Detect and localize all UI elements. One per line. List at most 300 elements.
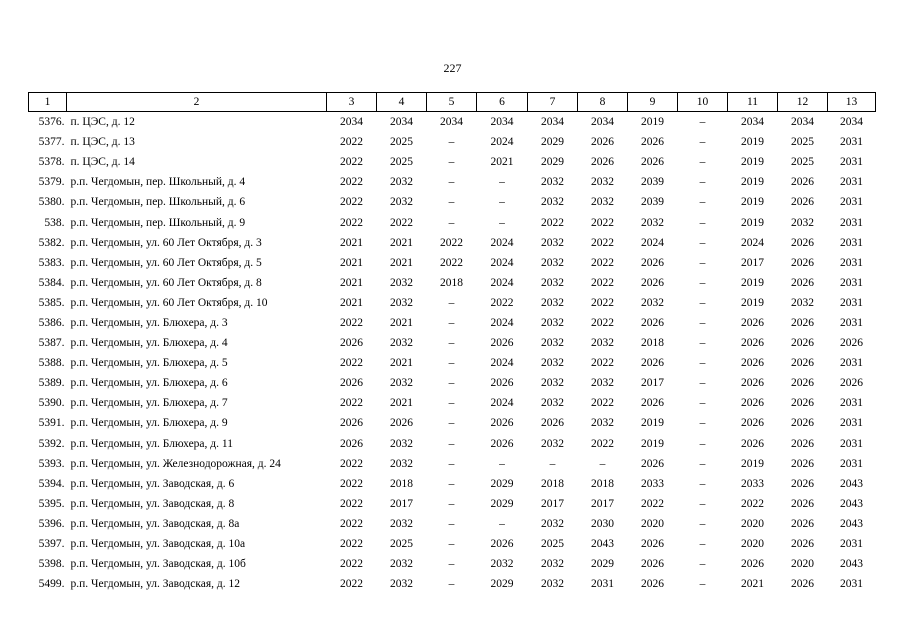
address-cell: р.п. Чегдомын, ул. 60 Лет Октября, д. 3 [70,236,262,249]
row-number: 5379. [38,176,65,189]
year-cell: – [499,196,505,209]
year-cell: 2026 [791,337,814,350]
header-cell: 5 [427,93,477,112]
year-cell: 2032 [541,256,564,269]
year-cell: 2025 [390,156,413,169]
year-cell: 2032 [390,176,413,189]
table-body [29,112,876,595]
year-cell: 2034 [840,116,863,129]
header-cell: 1 [29,93,67,112]
year-cell: 2026 [591,156,614,169]
year-cell: 2043 [840,477,863,490]
year-cell: – [699,558,706,571]
row-number: 5377. [38,136,65,149]
year-cell: – [699,457,706,470]
year-cell: – [448,316,455,329]
year-cell: – [699,397,706,410]
year-cell: 2026 [641,276,664,289]
year-cell: – [499,216,505,229]
year-cell: 2026 [741,417,764,430]
year-cell: 2026 [791,397,814,410]
address-cell: р.п. Чегдомын, ул. Блюхера, д. 11 [70,437,233,450]
year-cell: 2018 [440,276,463,289]
page-number: 227 [443,61,462,75]
address-cell: р.п. Чегдомын, ул. Заводская, д. 10б [70,558,246,571]
year-cell: 2032 [541,558,564,571]
row-number: 5397. [38,538,65,551]
table-row [29,112,876,133]
address-cell: р.п. Чегдомын, пер. Школьный, д. 6 [70,196,246,209]
year-cell: 2026 [641,256,664,269]
year-cell: – [448,377,455,390]
year-cell: 2026 [741,337,764,350]
year-cell: 2026 [791,377,814,390]
year-cell: 2022 [591,397,614,410]
address-cell: р.п. Чегдомын, ул. 60 Лет Октября, д. 8 [70,276,262,289]
table-row [29,313,876,333]
table-row [29,434,876,454]
year-cell: 2022 [641,497,664,510]
year-cell: 2026 [490,377,514,390]
year-cell: 2031 [591,578,614,591]
year-cell: 2032 [541,196,564,209]
year-cell: – [448,477,455,490]
year-cell: 2026 [791,497,814,510]
year-cell: 2032 [541,176,564,189]
year-cell: 2032 [541,437,564,450]
year-cell: 2031 [840,276,863,289]
header-cell: 2 [67,93,327,112]
year-cell: – [448,558,455,571]
address-cell: р.п. Чегдомын, ул. Блюхера, д. 5 [70,357,228,370]
year-cell: 2026 [741,397,764,410]
year-cell: – [448,538,455,551]
table-row [29,413,876,433]
address-cell: п. ЦЭС, д. 13 [70,136,135,149]
address-cell: р.п. Чегдомын, ул. Блюхера, д. 7 [70,397,228,410]
year-cell: – [699,196,706,209]
year-cell: – [448,296,455,309]
row-number: 5393. [38,457,65,470]
year-cell: – [699,357,706,370]
year-cell: 2026 [791,176,814,189]
year-cell: – [699,216,706,229]
year-cell: 2032 [390,377,413,390]
table-row [29,514,876,534]
year-cell: 2017 [591,497,614,510]
header-cell: 10 [678,93,728,112]
address-cell: р.п. Чегдомын, ул. Блюхера, д. 4 [70,337,228,350]
year-cell: 2032 [390,437,413,450]
year-cell: 2032 [641,296,664,309]
year-cell: 2031 [840,316,863,329]
year-cell: 2025 [390,538,413,551]
address-cell: р.п. Чегдомын, ул. Заводская, д. 10а [70,538,246,551]
table-row [29,494,876,514]
year-cell: 2034 [591,116,614,129]
address-cell: р.п. Чегдомын, ул. Заводская, д. 6 [70,477,235,490]
year-cell: – [699,578,706,591]
year-cell: 2032 [541,517,564,530]
address-cell: р.п. Чегдомын, ул. Железнодорожная, д. 24 [70,457,281,470]
year-cell: 2026 [840,337,863,350]
table-header [29,93,876,112]
year-cell: 2031 [840,457,863,470]
year-cell: 2031 [840,176,863,189]
row-number: 538. [44,216,65,229]
row-number: 5383. [38,256,65,269]
row-number: 5384. [38,276,65,289]
year-cell: 2026 [791,256,814,269]
year-cell: 2032 [791,216,814,229]
year-cell: 2026 [641,538,664,551]
year-cell: – [448,196,455,209]
year-cell: 2019 [741,276,764,289]
year-cell: 2039 [641,176,664,189]
year-cell: 2031 [840,578,863,591]
year-cell: 2032 [591,176,614,189]
year-cell: 2019 [741,216,764,229]
year-cell: 2022 [741,497,764,510]
year-cell: 2026 [390,417,413,430]
table-row [29,333,876,353]
year-cell: 2026 [791,357,814,370]
year-cell: 2022 [440,236,463,249]
year-cell: 2032 [541,316,564,329]
year-cell: 2026 [741,377,764,390]
header-row [29,93,876,112]
year-cell: 2024 [490,316,514,329]
row-number: 5391. [38,417,65,430]
address-cell: р.п. Чегдомын, ул. Заводская, д. 8а [70,517,240,530]
year-cell: 2019 [741,176,764,189]
year-cell: 2019 [741,196,764,209]
year-cell: 2017 [741,256,764,269]
table-row [29,353,876,373]
year-cell: 2022 [340,176,363,189]
year-cell: – [699,538,706,551]
row-number: 5390. [38,397,65,410]
year-cell: 2031 [840,256,863,269]
year-cell: 2034 [490,116,514,129]
year-cell: 2018 [541,477,564,490]
year-cell: 2026 [641,357,664,370]
year-cell: 2025 [541,538,564,551]
year-cell: 2022 [340,196,363,209]
year-cell: 2032 [641,216,664,229]
header-cell: 11 [728,93,778,112]
year-cell: 2034 [791,116,814,129]
year-cell: 2021 [741,578,764,591]
year-cell: – [448,417,455,430]
year-cell: – [699,176,706,189]
year-cell: 2024 [490,236,514,249]
year-cell: – [499,457,505,470]
year-cell: 2032 [490,558,514,571]
row-number: 5398. [38,558,65,571]
year-cell: 2031 [840,296,863,309]
header-cell: 12 [778,93,828,112]
year-cell: 2032 [390,457,413,470]
year-cell: 2043 [591,538,614,551]
row-number: 5392. [38,437,65,450]
header-cell: 13 [828,93,876,112]
year-cell: 2031 [840,156,863,169]
year-cell: 2032 [591,377,614,390]
year-cell: 2022 [340,538,363,551]
year-cell: 2034 [541,116,564,129]
year-cell: 2032 [791,296,814,309]
year-cell: 2022 [591,216,614,229]
row-number: 5499. [38,578,65,591]
year-cell: 2043 [840,558,863,571]
year-cell: 2026 [340,417,363,430]
year-cell: 2021 [390,256,413,269]
year-cell: – [699,517,706,530]
year-cell: 2022 [340,316,363,329]
year-cell: 2029 [541,136,564,149]
year-cell: 2017 [390,497,413,510]
year-cell: – [448,497,455,510]
address-cell: р.п. Чегдомын, ул. 60 Лет Октября, д. 10 [70,296,268,309]
year-cell: 2029 [591,558,614,571]
year-cell: 2026 [340,337,363,350]
year-cell: 2034 [390,116,413,129]
year-cell: 2032 [591,196,614,209]
year-cell: 2022 [591,236,614,249]
year-cell: 2022 [340,477,363,490]
year-cell: – [699,276,706,289]
year-cell: 2032 [541,578,564,591]
table-row [29,393,876,413]
year-cell: 2031 [840,236,863,249]
year-cell: – [699,497,706,510]
year-cell: 2031 [840,357,863,370]
year-cell: 2019 [641,437,664,450]
year-cell: 2022 [591,276,614,289]
year-cell: 2026 [641,136,664,149]
year-cell: 2026 [340,377,363,390]
year-cell: 2021 [340,296,363,309]
year-cell: 2026 [741,316,764,329]
address-cell: р.п. Чегдомын, ул. Заводская, д. 8 [70,497,235,510]
table-row [29,574,876,594]
year-cell: 2026 [641,558,664,571]
row-number: 5388. [38,357,65,370]
year-cell: 2026 [541,417,564,430]
year-cell: – [448,517,455,530]
year-cell: 2020 [741,517,764,530]
year-cell: 2033 [741,477,764,490]
year-cell: 2019 [641,417,664,430]
year-cell: 2022 [340,156,363,169]
year-cell: 2026 [490,437,514,450]
year-cell: 2026 [741,437,764,450]
row-number: 5386. [38,316,65,329]
year-cell: 2032 [390,296,413,309]
year-cell: 2026 [741,357,764,370]
header-cell: 7 [528,93,578,112]
year-cell: – [599,457,606,470]
year-cell: 2029 [541,156,564,169]
year-cell: 2026 [490,337,514,350]
year-cell: 2039 [641,196,664,209]
table-row [29,474,876,494]
table-row [29,152,876,172]
year-cell: 2021 [390,397,413,410]
year-cell: 2026 [791,316,814,329]
year-cell: 2024 [641,236,664,249]
year-cell: 2022 [390,216,413,229]
year-cell: 2032 [541,236,564,249]
year-cell: 2026 [641,457,664,470]
year-cell: 2032 [390,558,413,571]
table-row [29,534,876,554]
address-cell: р.п. Чегдомын, пер. Школьный, д. 9 [70,216,246,229]
year-cell: 2026 [591,136,614,149]
table-row [29,454,876,474]
year-cell: – [549,457,556,470]
year-cell: 2022 [440,256,463,269]
year-cell: 2034 [440,116,463,129]
row-number: 5387. [38,337,65,350]
data-table [28,92,876,594]
row-number: 5376. [38,116,65,129]
year-cell: – [699,437,706,450]
year-cell: 2021 [390,236,413,249]
year-cell: 2026 [791,236,814,249]
year-cell: 2026 [791,196,814,209]
address-cell: р.п. Чегдомын, ул. Блюхера, д. 9 [70,417,228,430]
year-cell: 2032 [591,417,614,430]
table-row [29,172,876,192]
year-cell: 2026 [791,578,814,591]
year-cell: – [699,417,706,430]
year-cell: 2026 [340,437,363,450]
row-number: 5395. [38,497,65,510]
year-cell: 2022 [340,457,363,470]
table-row [29,273,876,293]
address-cell: п. ЦЭС, д. 14 [70,156,135,169]
year-cell: 2029 [490,578,514,591]
year-cell: 2026 [791,457,814,470]
year-cell: – [699,256,706,269]
year-cell: 2022 [340,216,363,229]
year-cell: 2026 [641,397,664,410]
year-cell: – [448,216,455,229]
year-cell: 2022 [591,357,614,370]
year-cell: 2021 [340,236,363,249]
row-number: 5382. [38,236,65,249]
year-cell: 2021 [390,316,413,329]
year-cell: 2032 [390,276,413,289]
year-cell: 2020 [641,517,664,530]
year-cell: 2022 [340,558,363,571]
year-cell: – [448,578,455,591]
year-cell: 2024 [490,397,514,410]
year-cell: 2017 [641,377,664,390]
header-cell: 6 [477,93,528,112]
table-row [29,233,876,253]
year-cell: 2029 [490,497,514,510]
year-cell: 2032 [390,196,413,209]
year-cell: 2019 [641,116,664,129]
row-number: 5378. [38,156,65,169]
year-cell: 2017 [541,497,564,510]
year-cell: 2043 [840,497,863,510]
year-cell: – [448,437,455,450]
year-cell: 2026 [791,517,814,530]
year-cell: 2022 [340,397,363,410]
year-cell: 2032 [390,578,413,591]
row-number: 5385. [38,296,65,309]
year-cell: 2031 [840,538,863,551]
year-cell: 2033 [641,477,664,490]
year-cell: – [699,477,706,490]
year-cell: 2018 [390,477,413,490]
year-cell: 2022 [340,136,363,149]
year-cell: – [499,517,505,530]
year-cell: 2025 [791,156,814,169]
year-cell: 2024 [741,236,764,249]
year-cell: 2022 [340,357,363,370]
year-cell: 2034 [741,116,764,129]
year-cell: 2025 [791,136,814,149]
year-cell: 2025 [390,136,413,149]
year-cell: 2026 [791,417,814,430]
address-cell: р.п. Чегдомын, ул. Заводская, д. 12 [70,578,241,591]
year-cell: 2032 [541,397,564,410]
year-cell: – [699,156,706,169]
address-cell: р.п. Чегдомын, ул. 60 Лет Октября, д. 5 [70,256,262,269]
table-row [29,554,876,574]
year-cell: 2032 [541,357,564,370]
year-cell: 2019 [741,296,764,309]
year-cell: 2026 [791,538,814,551]
year-cell: 2022 [541,216,564,229]
year-cell: 2024 [490,136,514,149]
year-cell: 2032 [591,337,614,350]
year-cell: – [699,377,706,390]
year-cell: 2026 [741,558,764,571]
year-cell: – [448,337,455,350]
year-cell: 2019 [741,457,764,470]
year-cell: – [699,116,706,129]
year-cell: 2031 [840,417,863,430]
year-cell: 2022 [490,296,514,309]
year-cell: – [448,397,455,410]
year-cell: 2032 [390,517,413,530]
year-cell: 2020 [741,538,764,551]
year-cell: 2026 [641,578,664,591]
year-cell: 2032 [541,296,564,309]
header-cell: 3 [327,93,377,112]
year-cell: 2026 [641,316,664,329]
year-cell: 2032 [390,337,413,350]
year-cell: 2024 [490,256,514,269]
year-cell: 2022 [591,296,614,309]
year-cell: 2043 [840,517,863,530]
year-cell: 2022 [591,316,614,329]
year-cell: – [448,136,455,149]
year-cell: 2018 [641,337,664,350]
year-cell: – [499,176,505,189]
table-row [29,253,876,273]
header-cell: 8 [578,93,628,112]
year-cell: – [699,136,706,149]
table-row [29,192,876,212]
table-row [29,132,876,152]
